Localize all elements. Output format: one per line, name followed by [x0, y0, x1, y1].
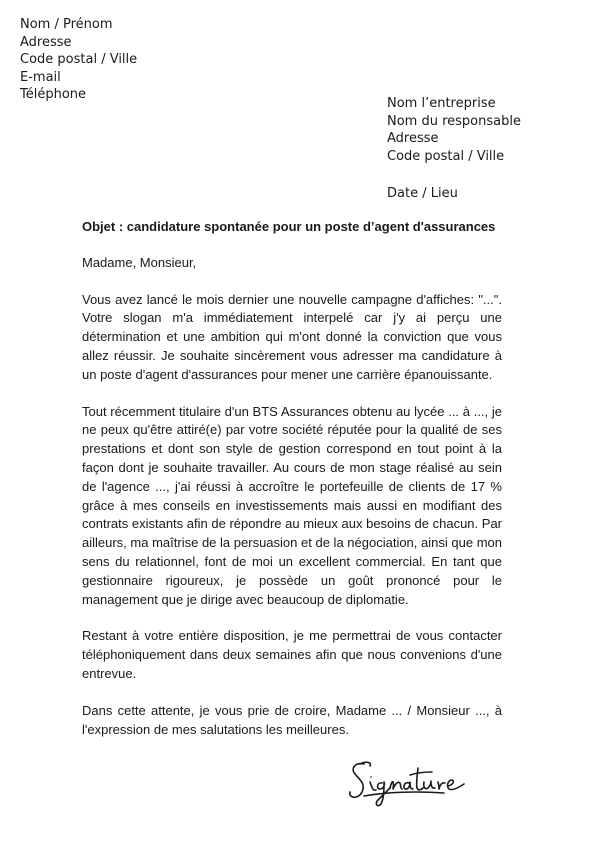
- date-place: Date / Lieu: [387, 186, 458, 201]
- recipient-block: [387, 95, 521, 165]
- letter-paragraph: Tout récemment titulaire d'un BTS Assurances obtenu au lycée ... à ..., je ne peux qu'être attiré(e) par votre société réputée pour la qualité de ses prestations et dont son style de gestion correspond en tout point à la façon dont je souhaite travailler. Au cours de mon stage réalisé au sein de l'agence ..., j'ai réussi à accroître le portefeuille de clients de 17 % grâce à mes conseils en investissements mais aussi en modifiant des contrats existants afin de répondre au mieux aux besoins de chacun. Par ailleurs, ma maîtrise de la persuasion et de la négociation, ainsi que mon sens du relationnel, font de moi un excellent commercial. En tant que gestionnaire rigoureux, je possède un goût prononcé pour le management que je dirige avec beaucoup de diplomatie.: [82, 403, 502, 607]
- recipient-postal-city: Code postal / Ville: [387, 148, 505, 164]
- handwritten-signature: [346, 758, 486, 808]
- sender-phone: Téléphone: [20, 87, 87, 103]
- recipient-manager: Nom du responsable: [387, 113, 521, 129]
- sender-email: E-mail: [20, 69, 61, 85]
- recipient-company: Nom l’entreprise: [387, 96, 496, 111]
- letter-body: [82, 218, 502, 739]
- sender-address: Adresse: [20, 34, 72, 50]
- sender-postal-city: Code postal / Ville: [20, 52, 138, 68]
- letter-salutation: Madame, Monsieur,: [82, 254, 197, 270]
- letter-paragraph: Restant à votre entière disposition, je me permettrai de vous contacter téléphoniquement dans deux semaines afin que nous convenions d'une entrevue.: [82, 628, 502, 681]
- sender-block: [20, 16, 137, 104]
- letter-subject: Objet : candidature spontanée pour un poste d’agent d'assurances: [82, 219, 496, 234]
- sender-name: Nom / Prénom: [20, 17, 113, 32]
- letter-paragraph: Vous avez lancé le mois dernier une nouvelle campagne d'affiches: "...". Votre slogan m'a immédiatement interpelé car j'y ai perçu une détermination et une ambition qui m'ont donné la conviction que vous allez réussir. Je souhaite sincèrement vous adresser ma candidature à un poste d'agent d'assurances pour mener une carrière épanouissante.: [82, 291, 502, 382]
- letter-paragraph: Dans cette attente, je vous prie de croire, Madame ... / Monsieur ..., à l'expression de mes salutations les meilleures.: [82, 702, 502, 737]
- recipient-address: Adresse: [387, 131, 439, 147]
